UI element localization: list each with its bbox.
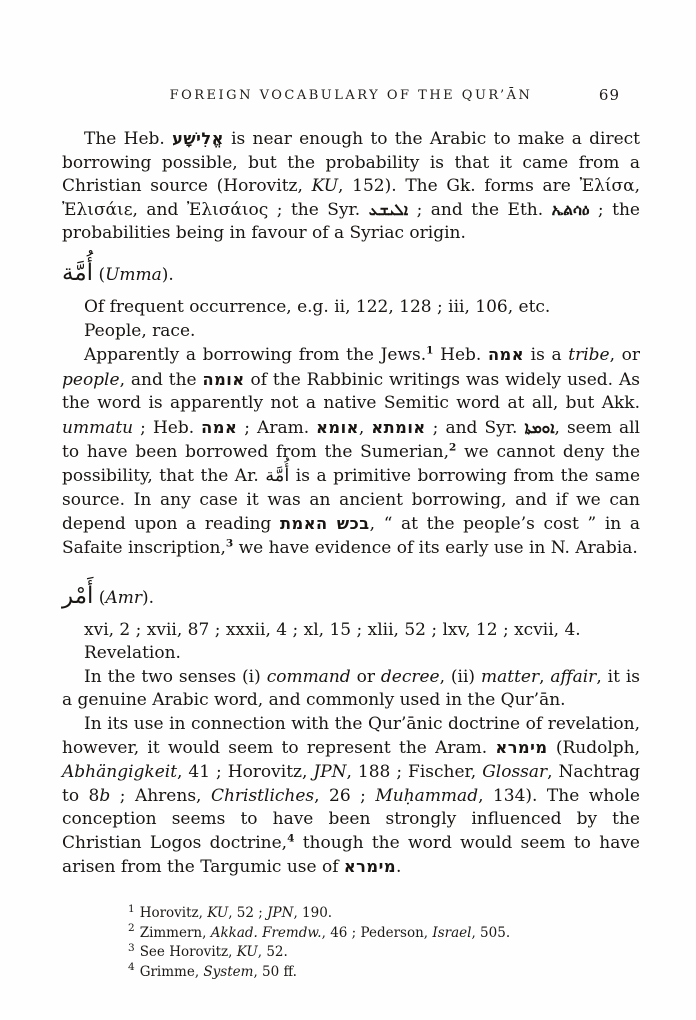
text-run: Heb. [433, 345, 488, 366]
text-run: is a [524, 345, 569, 366]
text-run: ; and the Eth. [408, 199, 552, 220]
heb-text: בכש האמת [279, 514, 370, 534]
footnote [128, 963, 696, 983]
heb-text: אמה [201, 417, 238, 437]
italic-text: Christliches [210, 785, 315, 806]
text-run: is near enough to the Arabic to make a direct borrowing possible, but the probability is that it came from a Christian source (Horovitz, [62, 129, 640, 197]
italic-text: decree [380, 666, 440, 687]
syr-text: ܐܘܡܬܐ [524, 418, 555, 437]
heb-text: אומא [316, 417, 359, 437]
italic-text: b [99, 785, 111, 806]
transliteration: (Umma). [93, 264, 174, 285]
footnote-ref: 4 [287, 832, 295, 845]
italic-text: System [203, 963, 254, 980]
italic-text: command [266, 666, 351, 687]
text-run: Horovitz, [139, 905, 208, 922]
text-run: , 505. [471, 924, 511, 941]
italic-text: Akkad. Fremdw. [210, 924, 322, 941]
text-run: , Nachtrag to 8 [62, 762, 640, 806]
footnotes-section [128, 904, 696, 982]
arabic-headword: أُمَّة [62, 259, 94, 286]
entry-heading [62, 579, 696, 615]
text-run: we cannot deny the possibility, that the Ar. [62, 441, 641, 487]
text-run: , 52 ; [228, 905, 268, 922]
page-content [0, 127, 696, 982]
italic-text: tribe [568, 345, 610, 366]
heb-text: מימרא [343, 857, 397, 877]
text-run: we have evidence of its early use in N. Arabia. [233, 537, 638, 558]
text-run: See Horovitz, [139, 944, 237, 961]
text-run: , [358, 417, 372, 438]
text-run: , or [609, 345, 641, 366]
eth-text: ኤልሳዕ [551, 200, 590, 219]
italic-text: Israel [432, 924, 472, 941]
text-run: xvi, 2 ; xvii, 87 ; xxxii, 4 ; xl, 15 ; xlii, 52 ; lxv, 12 ; xcvii, 4. [84, 619, 581, 640]
footnote [128, 924, 696, 944]
heb-text: אומה [202, 369, 245, 389]
transliteration-word: Umma [105, 264, 162, 285]
heb-text: אֱלִישָׁע [172, 129, 224, 148]
paragraph [62, 343, 640, 560]
page-number: 69 [598, 86, 620, 104]
text-run: or [350, 666, 381, 687]
heb-text: אמה [487, 345, 524, 365]
footnote [128, 904, 696, 924]
footnote-marker: 1 [128, 902, 135, 915]
syr-text: ܐܠܝܫܥ [368, 200, 409, 219]
arabic-headword: أَمْر [62, 582, 94, 609]
italic-text: ummatu [62, 417, 134, 438]
text-run: People, race. [84, 320, 196, 341]
heb-text: אומתא [371, 417, 426, 437]
transliteration-word: Amr [105, 587, 142, 608]
footnote-ref: 2 [449, 440, 457, 453]
text-run: Zimmern, [139, 924, 211, 941]
heb-text: מימרא [495, 738, 548, 758]
text-run: ; Aram. [237, 417, 317, 438]
text-run: , seem all to have been borrowed from the Sumerian, [62, 417, 640, 462]
text-run: , 134). The whole conception seems to have been strongly influenced by the Christian Logos doctrine, [62, 785, 640, 853]
text-run: In its use in connection with the Qur’ānic doctrine of revelation, however, it would seem to represent the Aram. [62, 713, 640, 759]
italic-text: KU [311, 176, 339, 197]
paragraph [62, 320, 640, 344]
text-run: , [539, 666, 551, 687]
paragraph [62, 127, 640, 246]
text-run: , 188 ; Fischer, [346, 762, 483, 783]
text-run: ; Ahrens, [110, 785, 211, 806]
italic-text: matter [480, 666, 540, 687]
text-run: though the word would seem to have arisen from the Targumic use of [62, 832, 640, 878]
paragraph [62, 642, 640, 666]
footnote-ref: 1 [426, 344, 434, 357]
text-run: is a primitive borrowing from the same source. In any case it was an ancient borrowing, and if we can depend upon a reading [62, 466, 641, 535]
text-run: , and the [119, 369, 203, 390]
paragraph [62, 666, 640, 713]
paragraph [62, 296, 640, 320]
text-run: (Rudolph, [547, 738, 640, 759]
text-run: , 190. [293, 905, 333, 922]
footnote-marker: 3 [128, 941, 135, 954]
italic-text: people [62, 369, 120, 390]
text-run: of the Rabbinic writings was widely used. As the word is apparently not a native Semitic word at all, but Akk. [62, 369, 640, 414]
text-run: Of frequent occurrence, e.g. ii, 122, 128 ; iii, 106, etc. [84, 296, 551, 317]
text-run: , 46 ; Pederson, [321, 924, 433, 941]
text-run: Grimme, [139, 963, 204, 980]
text-run: The Heb. [84, 129, 173, 149]
text-run: ; the probabilities being in favour of a Syriac origin. [62, 199, 640, 244]
footnote-ref: 3 [225, 537, 234, 550]
italic-text: JPN [267, 905, 294, 922]
paragraph [62, 619, 640, 643]
text-run: , (ii) [439, 666, 481, 687]
italic-text: Glossar [482, 762, 548, 783]
italic-text: Abhängigkeit [62, 762, 178, 783]
italic-text: affair [550, 666, 597, 687]
ar-text: أُمَّة [265, 465, 290, 487]
paragraph [62, 713, 640, 880]
text-run: ; and Syr. [425, 417, 525, 438]
text-run: Apparently a borrowing from the Jews. [84, 345, 427, 366]
running-header [62, 88, 640, 103]
running-title: FOREIGN VOCABULARY OF THE QUR’ĀN [169, 88, 533, 103]
footnote-marker: 4 [128, 961, 135, 974]
text-run: Revelation. [84, 643, 181, 664]
italic-text: JPN [313, 762, 347, 783]
text-run: , 50 ff. [253, 963, 297, 980]
italic-text: Muḥammad [375, 785, 479, 806]
text-run: , it is a genuine Arabic word, and commonly used in the Qur’ān. [62, 666, 640, 711]
text-run: , 26 ; [314, 785, 376, 806]
footnote [128, 943, 696, 963]
text-run: , 152). The Gk. forms are Ἐλίσα, Ἐλισάιε, and Ἐλισάιος ; the Syr. [62, 176, 640, 220]
italic-text: KU [207, 905, 229, 922]
footnote-marker: 2 [128, 922, 135, 935]
text-run: ; Heb. [133, 417, 202, 438]
text-run: . [396, 857, 402, 878]
text-run: , 52. [257, 944, 288, 961]
italic-text: KU [236, 944, 258, 961]
transliteration: (Amr). [93, 587, 155, 608]
entry-heading [62, 256, 696, 292]
text-run: In the two senses (i) [84, 666, 267, 687]
text-run: , 41 ; Horovitz, [177, 762, 314, 783]
text-run: , “ at the people’s cost ” in a Safaite inscription, [62, 514, 641, 558]
